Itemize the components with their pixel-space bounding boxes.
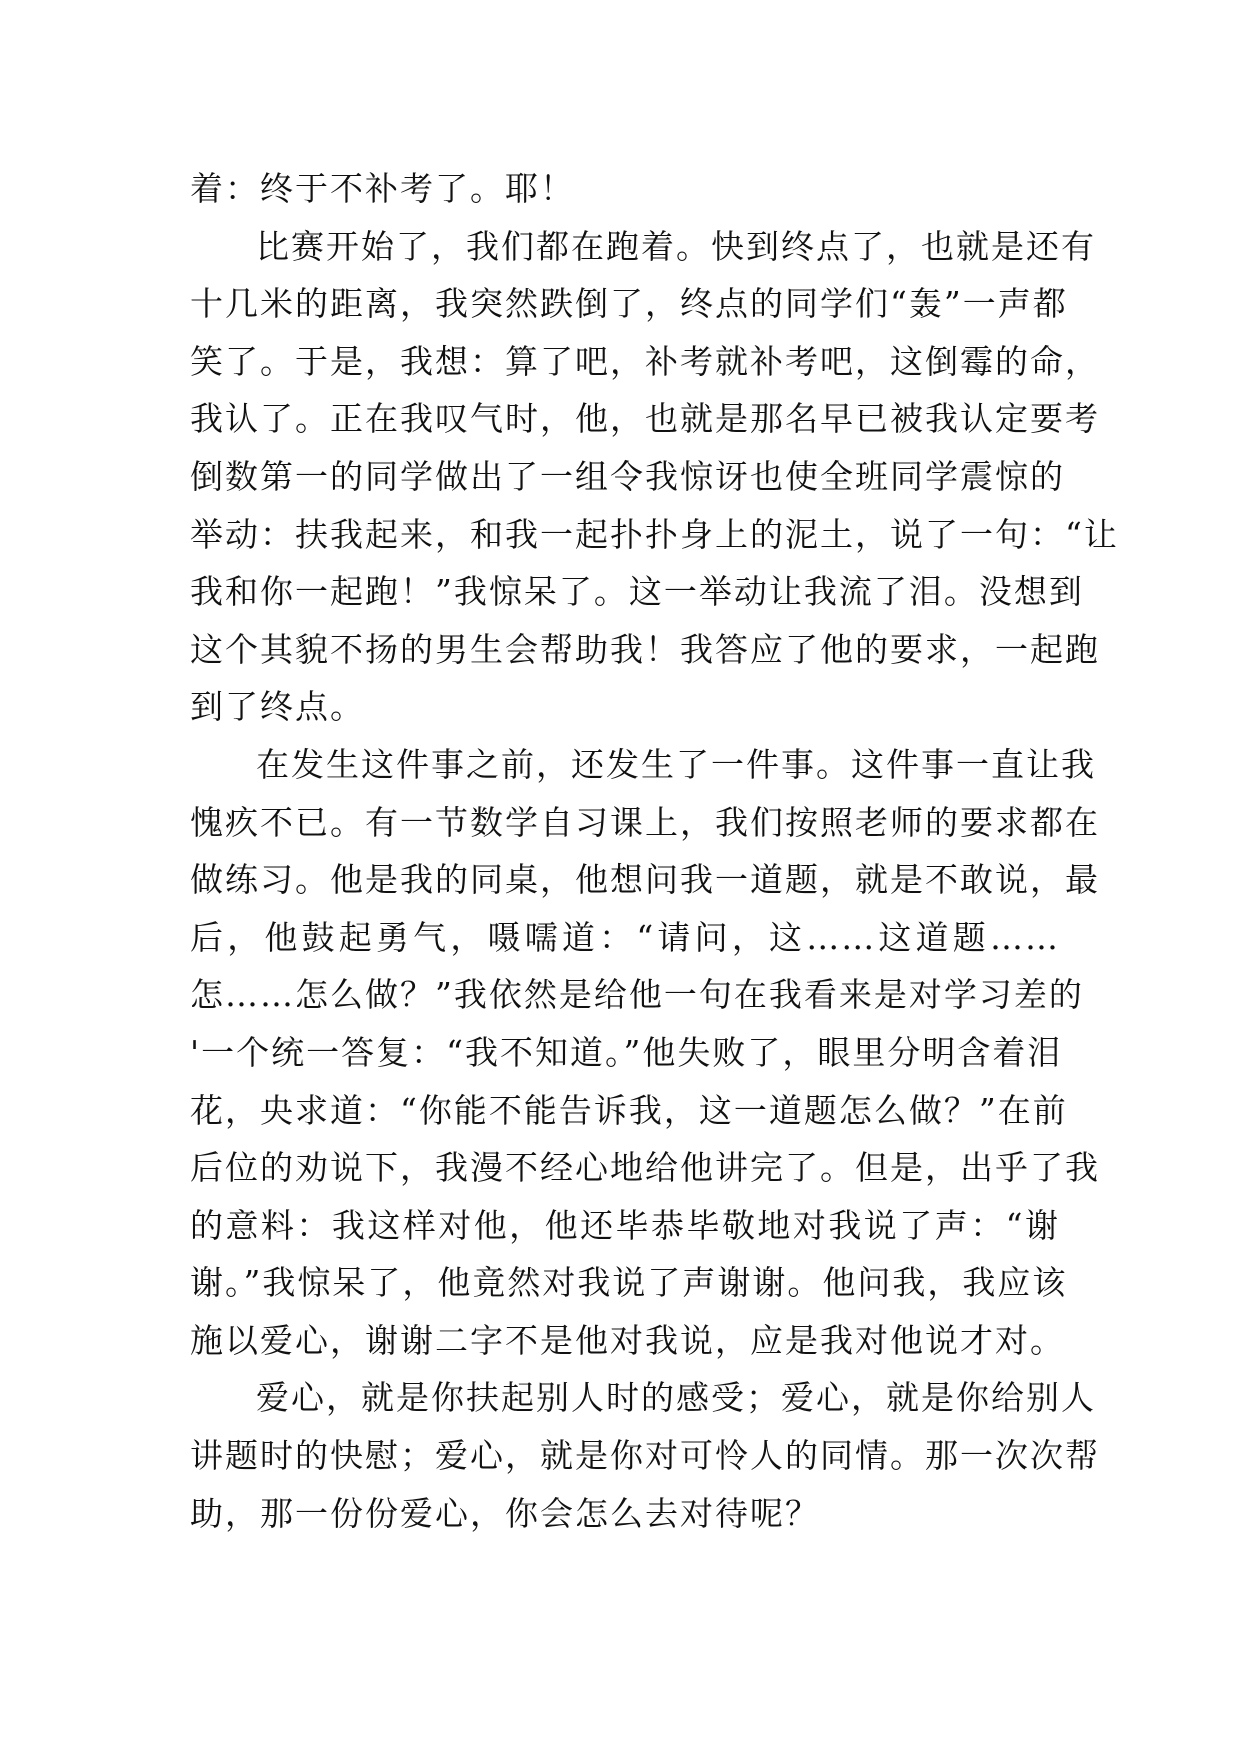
text-line: 谢。”我惊呆了，他竟然对我说了声谢谢。他问我，我应该 bbox=[190, 1263, 1068, 1303]
text-line: 愧疚不已。有一节数学自习课上，我们按照老师的要求都在 bbox=[190, 802, 1100, 842]
text-line: 花，央求道：“你能不能告诉我，这一道题怎么做？”在前 bbox=[190, 1090, 1068, 1130]
text-line: 在发生这件事之前，还发生了一件事。这件事一直让我 bbox=[256, 744, 1096, 784]
text-line: 我和你一起跑！”我惊呆了。这一举动让我流了泪。没想到 bbox=[190, 572, 1084, 612]
text-line: 怎……怎么做？”我依然是给他一句在我看来是对学习差的 bbox=[190, 975, 1084, 1015]
text-line: 倒数第一的同学做出了一组令我惊讶也使全班同学震惊的 bbox=[190, 456, 1065, 496]
text-line: 爱心，就是你扶起别人时的感受；爱心，就是你给别人 bbox=[256, 1378, 1096, 1418]
text-line: '一个统一答复：“我不知道。”他失败了，眼里分明含着泪 bbox=[190, 1032, 1063, 1072]
text-line: 着：终于不补考了。耶！ bbox=[190, 169, 575, 208]
text-line: 后位的劝说下，我漫不经心地给他讲完了。但是，出乎了我 bbox=[190, 1148, 1100, 1188]
text-line: 举动：扶我起来，和我一起扑扑身上的泥土，说了一句：“让 bbox=[190, 514, 1119, 554]
document-body bbox=[190, 160, 1119, 1542]
text-line: 讲题时的快慰；爱心，就是你对可怜人的同情。那一次次帮 bbox=[190, 1436, 1100, 1476]
text-line: 这个其貌不扬的男生会帮助我！我答应了他的要求，一起跑 bbox=[190, 629, 1100, 669]
text-line: 比赛开始了，我们都在跑着。快到终点了，也就是还有 bbox=[256, 226, 1096, 266]
text-line: 笑了。于是，我想：算了吧，补考就补考吧，这倒霉的命， bbox=[190, 341, 1100, 381]
text-line: 施以爱心，谢谢二字不是他对我说，应是我对他说才对。 bbox=[190, 1320, 1065, 1360]
text-line: 十几米的距离，我突然跌倒了，终点的同学们“轰”一声都 bbox=[190, 284, 1068, 324]
text-line: 的意料：我这样对他，他还毕恭毕敬地对我说了声：“谢 bbox=[190, 1205, 1060, 1245]
text-line: 助，那一份份爱心，你会怎么去对待呢？ bbox=[190, 1493, 820, 1533]
text-line: 做练习。他是我的同桌，他想问我一道题，就是不敢说，最 bbox=[190, 860, 1100, 900]
text-line: 后，他鼓起勇气，嗫嚅道：“请问，这……这道题…… bbox=[190, 917, 1060, 957]
text-line: 我认了。正在我叹气时，他，也就是那名早已被我认定要考 bbox=[190, 399, 1100, 439]
text-line: 到了终点。 bbox=[190, 687, 365, 727]
